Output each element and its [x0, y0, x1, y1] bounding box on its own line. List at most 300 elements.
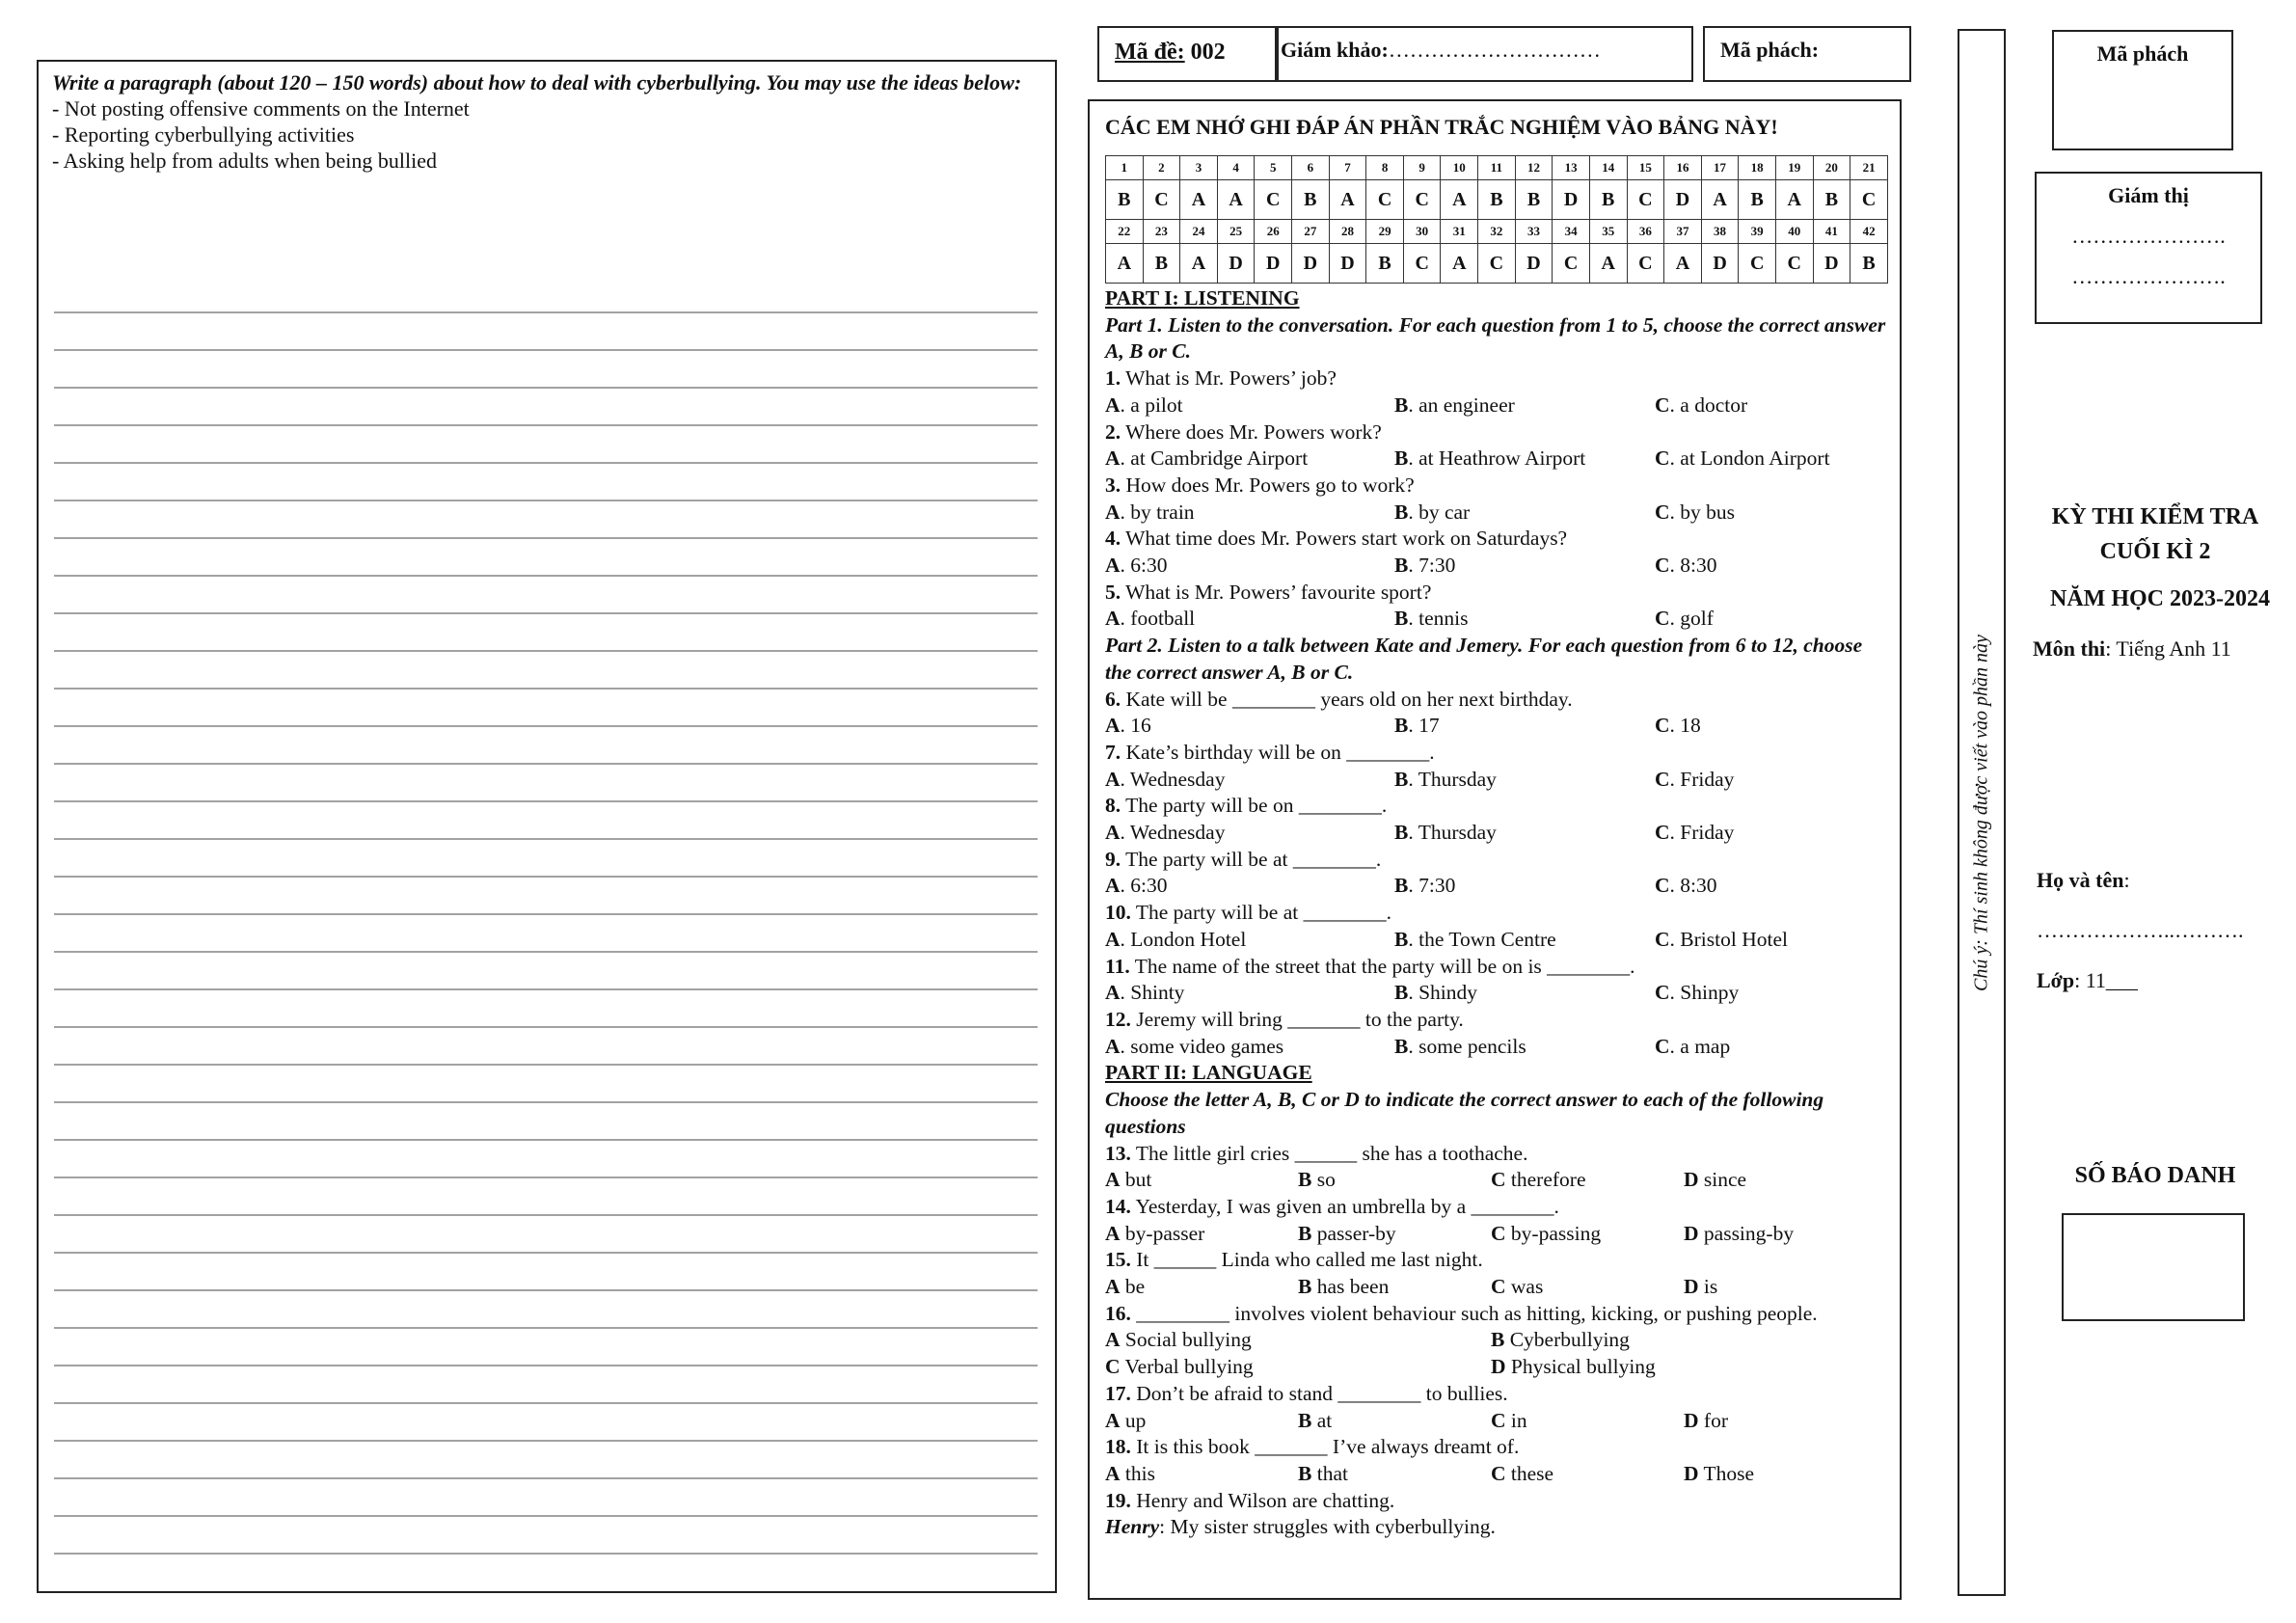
answer-cell[interactable]: B	[1106, 180, 1144, 220]
answer-table	[1105, 155, 1888, 284]
question-4	[1105, 526, 1886, 553]
question-number: 15.	[1105, 1248, 1131, 1272]
option-letter: D	[1491, 1355, 1506, 1379]
answer-number-cell: 24	[1180, 220, 1218, 244]
option-letter: D	[1684, 1221, 1699, 1245]
answer-option[interactable]	[1684, 1221, 1794, 1248]
option-letter: A	[1105, 874, 1121, 898]
option-text: be	[1120, 1275, 1146, 1299]
option-letter: B	[1491, 1328, 1505, 1352]
answer-cell[interactable]: A	[1106, 244, 1144, 284]
question-17	[1105, 1381, 1886, 1408]
answer-option[interactable]	[1105, 713, 1394, 740]
answer-cell[interactable]: C	[1739, 244, 1776, 284]
answer-cell[interactable]: C	[1403, 244, 1441, 284]
answer-cell[interactable]: A	[1217, 180, 1255, 220]
class-line[interactable]: Lớp: 11___	[2037, 968, 2138, 992]
answer-cell[interactable]: B	[1850, 244, 1888, 284]
answer-cell[interactable]: B	[1292, 180, 1330, 220]
option-text: . 7:30	[1408, 554, 1456, 578]
writing-idea: - Not posting offensive comments on the Internet	[52, 96, 470, 121]
option-text: by-passing	[1505, 1221, 1602, 1245]
option-letter: B	[1394, 392, 1409, 417]
option-letter: A	[1105, 1168, 1121, 1192]
answer-number-cell: 4	[1217, 156, 1255, 180]
option-letter: C	[1655, 500, 1670, 524]
answer-option[interactable]	[1105, 500, 1394, 527]
answer-cell[interactable]: C	[1403, 180, 1441, 220]
question-number: 14.	[1105, 1194, 1131, 1218]
answer-option[interactable]	[1394, 446, 1655, 473]
answer-cell[interactable]: D	[1664, 180, 1702, 220]
secret-code-label: Mã phách:	[1720, 38, 1820, 62]
option-text: . Thursday	[1408, 821, 1497, 845]
option-letter: B	[1298, 1461, 1312, 1485]
answer-option[interactable]	[1298, 1221, 1491, 1248]
option-text: Social bullying	[1120, 1328, 1252, 1352]
answer-cell[interactable]: A	[1664, 244, 1702, 284]
question-text: The party will be at ________.	[1130, 901, 1391, 925]
answer-number-cell: 32	[1478, 220, 1516, 244]
options-row	[1105, 446, 1886, 473]
answer-cell[interactable]: D	[1553, 180, 1590, 220]
answer-number-cell: 12	[1515, 156, 1553, 180]
question-text: What is Mr. Powers’ job?	[1121, 366, 1337, 391]
answer-number-cell: 20	[1813, 156, 1850, 180]
answer-option[interactable]	[1655, 713, 1701, 740]
option-text: Physical bullying	[1505, 1355, 1656, 1379]
option-letter: A	[1105, 767, 1121, 791]
answer-cell[interactable]: A	[1441, 244, 1478, 284]
answer-cell[interactable]: C	[1143, 180, 1180, 220]
invigilator-label: Giám thị	[2108, 183, 2189, 207]
writing-prompt: Write a paragraph (about 120 – 150 words) about how to deal with cyberbullying. You may use the ideas below:	[52, 70, 1022, 95]
answer-number-cell: 16	[1664, 156, 1702, 180]
invigilator-dots: ………………….	[2071, 224, 2226, 248]
option-letter: B	[1394, 981, 1409, 1005]
answer-cell[interactable]: D	[1515, 244, 1553, 284]
option-text: this	[1120, 1461, 1155, 1485]
option-text: is	[1698, 1275, 1718, 1299]
option-text: . golf	[1669, 607, 1714, 631]
question-text: What time does Mr. Powers start work on Saturdays?	[1121, 527, 1568, 551]
answer-cell[interactable]: C	[1775, 244, 1813, 284]
writing-section	[37, 60, 1057, 1593]
answer-option[interactable]	[1105, 820, 1394, 847]
answer-number-cell: 25	[1217, 220, 1255, 244]
question-5	[1105, 580, 1886, 607]
question-12	[1105, 1007, 1886, 1034]
answer-option[interactable]	[1394, 553, 1655, 580]
option-letter: B	[1298, 1275, 1312, 1299]
option-text: . the Town Centre	[1408, 927, 1556, 951]
answer-number-cell: 34	[1553, 220, 1590, 244]
answer-option[interactable]	[1655, 820, 1734, 847]
writing-idea: - Asking help from adults when being bullied	[52, 149, 437, 173]
answer-option[interactable]	[1394, 713, 1655, 740]
answer-option[interactable]	[1394, 873, 1655, 900]
option-letter: C	[1491, 1221, 1506, 1245]
option-letter: A	[1105, 1408, 1121, 1432]
question-text: _________ involves violent behaviour such as hitting, kicking, or pushing people.	[1130, 1301, 1818, 1325]
option-text: these	[1505, 1461, 1554, 1485]
answer-option[interactable]	[1655, 767, 1734, 794]
answer-option[interactable]	[1394, 820, 1655, 847]
answer-number-cell: 1	[1106, 156, 1144, 180]
answer-cell[interactable]: B	[1143, 244, 1180, 284]
question-text: The little girl cries ______ she has a toothache.	[1130, 1141, 1528, 1165]
option-text: . by bus	[1669, 500, 1736, 524]
answer-number-cell: 13	[1553, 156, 1590, 180]
answer-option[interactable]	[1105, 1274, 1298, 1301]
answer-option[interactable]	[1105, 980, 1394, 1007]
option-letter: B	[1394, 446, 1409, 471]
option-letter: D	[1684, 1408, 1699, 1432]
answer-cell[interactable]: D	[1813, 244, 1850, 284]
option-letter: C	[1491, 1408, 1506, 1432]
answer-option[interactable]	[1684, 1167, 1746, 1194]
option-text: . tennis	[1408, 607, 1469, 631]
part1-2-instruction: Part 2. Listen to a talk between Kate and Jemery. For each question from 6 to 12, choose the correct answer A, B or C.	[1105, 634, 1863, 684]
question-text: How does Mr. Powers go to work?	[1121, 473, 1415, 497]
answer-number-cell: 10	[1441, 156, 1478, 180]
question-number: 4.	[1105, 527, 1121, 551]
answer-option[interactable]	[1655, 553, 1717, 580]
option-text: therefore	[1505, 1168, 1586, 1192]
answer-option[interactable]	[1655, 873, 1717, 900]
option-text: up	[1120, 1408, 1147, 1432]
exam-code-value: 002	[1190, 40, 1226, 65]
answer-option[interactable]	[1655, 927, 1788, 954]
option-letter: C	[1491, 1275, 1506, 1299]
part2-title: PART II: LANGUAGE	[1105, 1061, 1312, 1085]
option-letter: B	[1298, 1408, 1312, 1432]
examiner-dots: …………………………	[1388, 38, 1601, 62]
option-letter: D	[1684, 1275, 1699, 1299]
question-text: Don’t be afraid to stand ________ to bullies.	[1130, 1381, 1508, 1405]
answer-number-cell: 31	[1441, 220, 1478, 244]
answer-number-cell: 26	[1255, 220, 1292, 244]
option-text: . an engineer	[1408, 392, 1515, 417]
answer-option[interactable]	[1105, 1354, 1491, 1381]
secret-code-right-label: Mã phách	[2096, 41, 2189, 66]
answer-number-cell: 30	[1403, 220, 1441, 244]
options-row	[1105, 980, 1886, 1007]
student-number-label: SỐ BÁO DANH	[2074, 1163, 2236, 1188]
question-number: 12.	[1105, 1007, 1131, 1031]
question-11	[1105, 954, 1886, 981]
question-text: The party will be at ________.	[1121, 847, 1382, 871]
question-text: Kate will be ________ years old on her next birthday.	[1121, 687, 1573, 711]
answer-option[interactable]	[1105, 553, 1394, 580]
answer-number-cell: 21	[1850, 156, 1888, 180]
question-1	[1105, 365, 1886, 392]
henry-line: Henry: My sister struggles with cyberbullying.	[1105, 1515, 1496, 1539]
answer-number-cell: 35	[1589, 220, 1627, 244]
options-row	[1105, 1274, 1886, 1301]
option-text: but	[1120, 1168, 1152, 1192]
option-text: . Wednesday	[1120, 821, 1226, 845]
secret-code-box	[1703, 26, 1911, 82]
question-text: It is this book _______ I’ve always dreamt of.	[1130, 1435, 1520, 1459]
answer-option[interactable]	[1394, 980, 1655, 1007]
answer-option[interactable]	[1105, 873, 1394, 900]
writing-dotted-lines[interactable]	[54, 276, 1038, 1556]
answer-option[interactable]	[1298, 1461, 1491, 1488]
answer-number-cell: 6	[1292, 156, 1330, 180]
option-text: . Thursday	[1408, 767, 1497, 791]
answer-cell[interactable]: A	[1441, 180, 1478, 220]
option-letter: B	[1394, 607, 1409, 631]
option-text: . Bristol Hotel	[1669, 927, 1788, 951]
options-row	[1105, 767, 1886, 794]
option-letter: C	[1655, 446, 1670, 471]
invigilator-box	[2035, 172, 2262, 324]
answer-cell[interactable]: A	[1180, 180, 1218, 220]
option-letter: B	[1298, 1168, 1312, 1192]
answer-cell[interactable]: D	[1701, 244, 1739, 284]
option-text: . Shinpy	[1669, 981, 1740, 1005]
question-9	[1105, 847, 1886, 874]
question-text: It ______ Linda who called me last night.	[1130, 1248, 1483, 1272]
option-text: . 6:30	[1120, 874, 1168, 898]
answer-number-cell: 19	[1775, 156, 1813, 180]
option-letter: A	[1105, 446, 1121, 471]
answer-cell[interactable]: C	[1627, 244, 1664, 284]
option-text: was	[1505, 1275, 1544, 1299]
answer-number-cell: 38	[1701, 220, 1739, 244]
answer-option[interactable]	[1655, 1034, 1730, 1061]
option-letter: C	[1655, 767, 1670, 791]
option-text: . Shindy	[1408, 981, 1478, 1005]
answer-option[interactable]	[1491, 1167, 1684, 1194]
answer-option[interactable]	[1655, 500, 1735, 527]
answer-cell[interactable]: C	[1478, 244, 1516, 284]
question-2	[1105, 419, 1886, 446]
answer-option[interactable]	[1298, 1167, 1491, 1194]
question-number: 2.	[1105, 419, 1121, 444]
secret-code-box-right	[2052, 30, 2233, 150]
answer-cell[interactable]: C	[1553, 244, 1590, 284]
options-row	[1105, 1167, 1886, 1194]
answer-option[interactable]	[1394, 927, 1655, 954]
answer-cell[interactable]: A	[1180, 244, 1218, 284]
option-letter: B	[1394, 821, 1409, 845]
answer-option[interactable]	[1394, 392, 1655, 419]
answer-sheet-notice: CÁC EM NHỚ GHI ĐÁP ÁN PHẦN TRẮC NGHIỆM VÀO BẢNG NÀY!	[1105, 115, 1778, 139]
question-number: 18.	[1105, 1435, 1131, 1459]
answer-option[interactable]	[1394, 1034, 1655, 1061]
question-panel	[1088, 99, 1902, 1600]
answer-option[interactable]	[1655, 392, 1747, 419]
no-writing-strip	[1958, 29, 2006, 1596]
answer-number-cell: 22	[1106, 220, 1144, 244]
subject-line: Môn thi: Tiếng Anh 11	[2033, 636, 2231, 661]
answer-option[interactable]	[1491, 1461, 1684, 1488]
answer-option[interactable]	[1105, 392, 1394, 419]
question-text: The name of the street that the party will be on is ________.	[1129, 954, 1635, 978]
answer-cell[interactable]: A	[1701, 180, 1739, 220]
option-text: that	[1311, 1461, 1348, 1485]
exam-code-box	[1097, 26, 1279, 82]
option-text: at	[1311, 1408, 1333, 1432]
option-letter: C	[1655, 607, 1670, 631]
answer-option[interactable]	[1105, 606, 1394, 633]
option-letter: A	[1105, 927, 1121, 951]
answer-option[interactable]	[1655, 446, 1830, 473]
option-text: in	[1505, 1408, 1527, 1432]
answer-number-cell: 36	[1627, 220, 1664, 244]
question-text: Where does Mr. Powers work?	[1121, 419, 1382, 444]
answer-option[interactable]	[1105, 446, 1394, 473]
answer-cell[interactable]: C	[1627, 180, 1664, 220]
answer-option[interactable]	[1491, 1274, 1684, 1301]
options-row	[1105, 927, 1886, 954]
answer-option[interactable]	[1684, 1274, 1717, 1301]
answer-option[interactable]	[1298, 1274, 1491, 1301]
question-text: Kate’s birthday will be on ________.	[1121, 740, 1435, 764]
option-letter: B	[1394, 767, 1409, 791]
option-letter: C	[1655, 392, 1670, 417]
answer-option[interactable]	[1105, 927, 1394, 954]
answer-cell[interactable]: B	[1813, 180, 1850, 220]
options-row	[1105, 1034, 1886, 1061]
answer-option[interactable]	[1684, 1461, 1754, 1488]
answer-option[interactable]	[1491, 1354, 1656, 1381]
option-text: . 7:30	[1408, 874, 1456, 898]
option-letter: C	[1655, 981, 1670, 1005]
answer-option[interactable]	[1491, 1408, 1684, 1435]
options-row	[1105, 1327, 1886, 1354]
answer-cell[interactable]: B	[1739, 180, 1776, 220]
options-row	[1105, 873, 1886, 900]
options-row	[1105, 713, 1886, 740]
option-text: . Friday	[1669, 821, 1735, 845]
answer-cell[interactable]: B	[1478, 180, 1516, 220]
option-letter: C	[1105, 1355, 1121, 1379]
answer-option[interactable]	[1105, 1408, 1298, 1435]
option-text: . at London Airport	[1669, 446, 1830, 471]
answer-option[interactable]	[1105, 1221, 1298, 1248]
answer-option[interactable]	[1105, 1034, 1394, 1061]
option-text: . Wednesday	[1120, 767, 1226, 791]
answer-number-cell: 5	[1255, 156, 1292, 180]
option-text: . some pencils	[1408, 1034, 1526, 1058]
answer-option[interactable]	[1491, 1327, 1630, 1354]
answer-cell[interactable]: D	[1255, 244, 1292, 284]
option-text: . at Cambridge Airport	[1120, 446, 1309, 471]
option-text: . some video games	[1120, 1034, 1284, 1058]
answer-option[interactable]	[1105, 1327, 1491, 1354]
answer-number-cell: 18	[1739, 156, 1776, 180]
question-text: What is Mr. Powers’ favourite sport?	[1121, 580, 1432, 604]
invigilator-dots: ………………….	[2071, 264, 2226, 288]
option-letter: B	[1298, 1221, 1312, 1245]
answer-option[interactable]	[1655, 980, 1739, 1007]
answer-cell[interactable]: B	[1589, 180, 1627, 220]
option-text: so	[1311, 1168, 1336, 1192]
answer-number-cell: 8	[1366, 156, 1404, 180]
question-3	[1105, 473, 1886, 500]
question-number: 10.	[1105, 901, 1131, 925]
answer-option[interactable]	[1394, 500, 1655, 527]
answer-option[interactable]	[1298, 1408, 1491, 1435]
answer-option[interactable]	[1684, 1408, 1728, 1435]
answer-cell[interactable]: C	[1850, 180, 1888, 220]
answer-cell[interactable]: D	[1292, 244, 1330, 284]
answer-option[interactable]	[1394, 767, 1655, 794]
question-number: 17.	[1105, 1381, 1131, 1405]
answer-number-cell: 2	[1143, 156, 1180, 180]
question-number: 8.	[1105, 794, 1121, 818]
answer-option[interactable]	[1105, 1461, 1298, 1488]
option-letter: A	[1105, 714, 1121, 738]
options-row	[1105, 1221, 1886, 1248]
answer-cell[interactable]: A	[1775, 180, 1813, 220]
question-15	[1105, 1247, 1886, 1274]
question-number: 3.	[1105, 473, 1121, 497]
option-text: . a doctor	[1669, 392, 1748, 417]
answer-cell[interactable]: D	[1217, 244, 1255, 284]
option-letter: B	[1394, 874, 1409, 898]
question-text: The party will be on ________.	[1121, 794, 1388, 818]
answer-cell[interactable]: D	[1329, 244, 1366, 284]
name-label: Họ và tên:	[2037, 868, 2130, 892]
answer-option[interactable]	[1105, 1167, 1298, 1194]
option-letter: B	[1394, 554, 1409, 578]
options-row	[1105, 500, 1886, 527]
option-letter: A	[1105, 554, 1121, 578]
option-text: . 6:30	[1120, 554, 1168, 578]
option-text: . 17	[1408, 714, 1440, 738]
answer-cell[interactable]: A	[1589, 244, 1627, 284]
option-letter: B	[1394, 927, 1409, 951]
option-text: . 16	[1120, 714, 1151, 738]
answer-cell[interactable]: C	[1366, 180, 1404, 220]
question-14	[1105, 1194, 1886, 1221]
answer-option[interactable]	[1394, 606, 1655, 633]
option-text: . 8:30	[1669, 874, 1717, 898]
option-letter: B	[1394, 714, 1409, 738]
option-letter: A	[1105, 1221, 1121, 1245]
option-letter: D	[1684, 1461, 1699, 1485]
option-letter: D	[1684, 1168, 1699, 1192]
answer-number-cell: 42	[1850, 220, 1888, 244]
question-number: 7.	[1105, 740, 1121, 764]
answer-option[interactable]	[1105, 767, 1394, 794]
student-number-box[interactable]	[2062, 1213, 2245, 1321]
option-letter: A	[1105, 821, 1121, 845]
name-dots[interactable]: ………………..……….	[2037, 918, 2244, 942]
option-text: Cyberbullying	[1504, 1328, 1630, 1352]
answer-option[interactable]	[1655, 606, 1714, 633]
answer-cell[interactable]: C	[1255, 180, 1292, 220]
answer-cell[interactable]: A	[1329, 180, 1366, 220]
option-letter: C	[1655, 1034, 1670, 1058]
option-text: . a pilot	[1120, 392, 1183, 417]
school-year: NĂM HỌC 2023-2024	[2050, 586, 2270, 611]
option-text: . football	[1120, 607, 1196, 631]
option-text: . a map	[1669, 1034, 1731, 1058]
option-text: . at Heathrow Airport	[1408, 446, 1586, 471]
answer-option[interactable]	[1491, 1221, 1684, 1248]
question-number: 6.	[1105, 687, 1121, 711]
option-text: Those	[1698, 1461, 1755, 1485]
answer-cell[interactable]: B	[1366, 244, 1404, 284]
answer-cell[interactable]: B	[1515, 180, 1553, 220]
answer-number-cell: 29	[1366, 220, 1404, 244]
question-19: 19. Henry and Wilson are chatting.	[1105, 1488, 1395, 1512]
